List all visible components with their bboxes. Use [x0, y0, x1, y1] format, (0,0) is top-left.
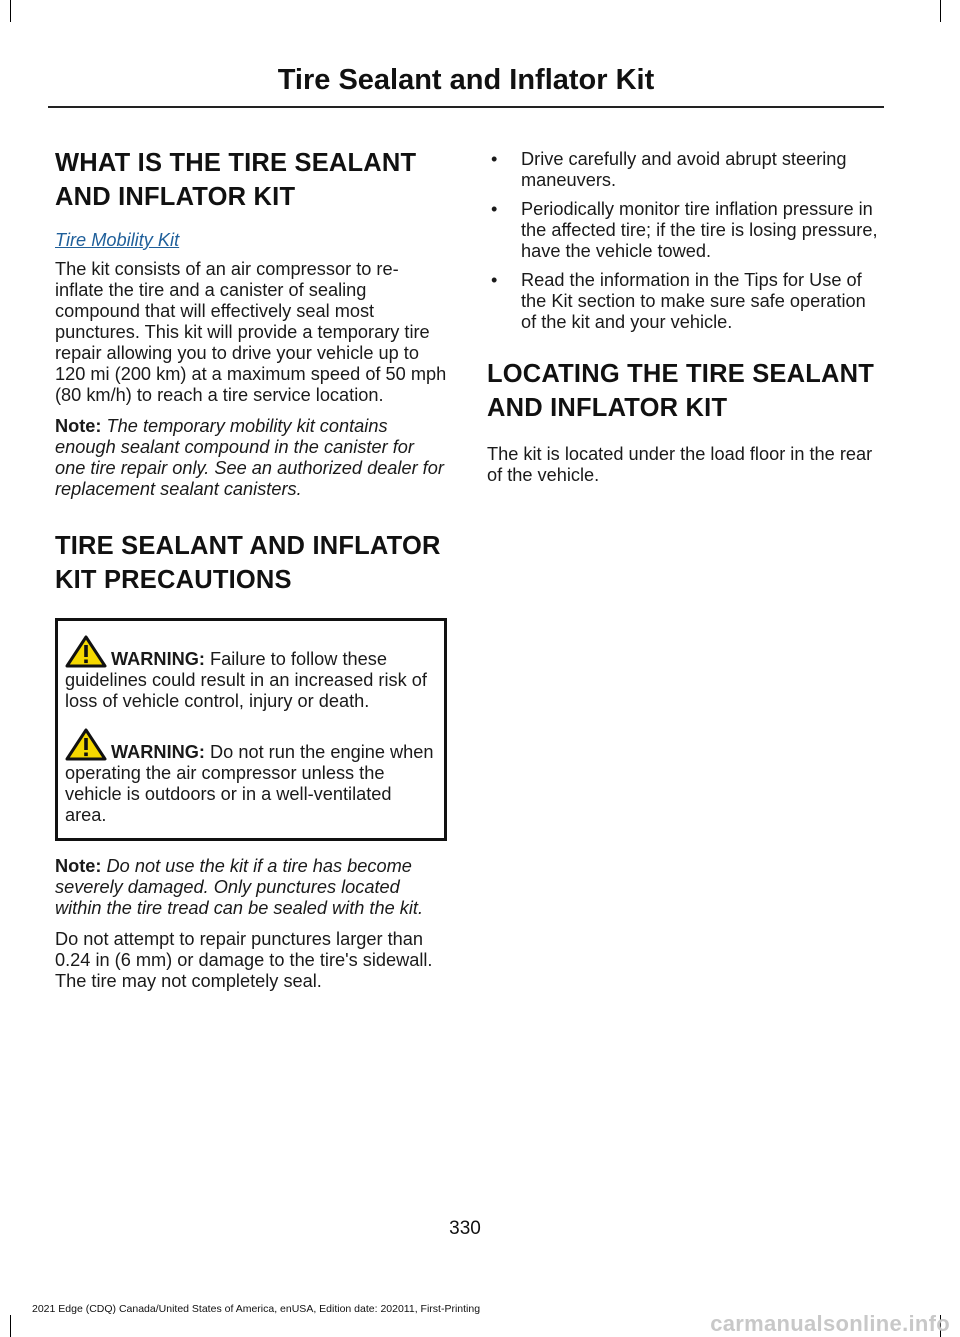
section-heading: [55, 146, 447, 214]
section-heading-line: WHAT IS THE TIRE SEALANT: [55, 149, 417, 177]
section-heading-line: LOCATING THE TIRE SEALANT: [487, 360, 875, 388]
right-column: [487, 149, 882, 486]
bullet-icon: •: [491, 199, 498, 219]
note-paragraph: [55, 856, 447, 919]
bullet-icon: •: [491, 270, 498, 290]
puncture-limit-paragraph: Do not attempt to repair punctures larger than 0.24 in (6 mm) or damage to the tire's sidewall. The tire may not completely seal.: [55, 929, 433, 991]
section-heading: [55, 529, 447, 597]
section-heading-line: AND INFLATOR KIT: [55, 183, 296, 211]
note-label: Note:: [55, 416, 102, 436]
crop-mark: [940, 0, 941, 22]
watermark: carmanualsonline.info: [710, 1311, 950, 1336]
note-text: The temporary mobility kit contains enough sealant compound in the canister for one tire repair only. See an authorized dealer for replacement sealant canisters.: [55, 416, 444, 499]
crop-mark: [10, 1315, 11, 1337]
warning-item: [65, 635, 437, 712]
kit-location-paragraph: The kit is located under the load floor in the rear of the vehicle.: [487, 444, 873, 485]
crop-mark: [10, 0, 11, 22]
list-item: [487, 199, 882, 262]
section-heading: [487, 357, 882, 425]
section-heading-line: AND INFLATOR KIT: [487, 394, 728, 422]
warning-item: [65, 728, 437, 826]
section-heading-line: TIRE SEALANT AND INFLATOR: [55, 532, 441, 560]
warning-triangle-icon: [65, 635, 107, 669]
left-column: [55, 140, 447, 992]
warning-label: WARNING:: [111, 649, 205, 669]
section-heading-line: KIT PRECAUTIONS: [55, 566, 292, 594]
warning-text: Do not run the engine when operating the air compressor unless the vehicle is outdoors or in a well-ventilated area.: [65, 742, 434, 825]
warning-label: WARNING:: [111, 742, 205, 762]
warning-text: Failure to follow these guidelines could result in an increased risk of loss of vehicle control, injury or death.: [65, 649, 427, 711]
bullet-icon: •: [491, 149, 498, 169]
warning-box: [55, 618, 447, 841]
footer-edition-info: 2021 Edge (CDQ) Canada/United States of America, enUSA, Edition date: 202011, First-Printing: [32, 1303, 481, 1315]
tire-mobility-kit-link[interactable]: Tire Mobility Kit: [55, 230, 180, 250]
page-header-title: Tire Sealant and Inflator Kit: [277, 64, 655, 96]
note-paragraph: [55, 416, 447, 500]
page-number: 330: [449, 1218, 481, 1239]
warning-triangle-icon: [65, 728, 107, 762]
list-item-text: Periodically monitor tire inflation pressure in the affected tire; if the tire is losing pressure, have the vehicle towed.: [521, 199, 878, 261]
list-item-text: Read the information in the Tips for Use of the Kit section to make sure safe operation of the kit and your vehicle.: [521, 270, 866, 332]
precautions-list: [487, 149, 882, 333]
list-item-text: Drive carefully and avoid abrupt steering maneuvers.: [521, 149, 847, 190]
kit-description-paragraph: The kit consists of an air compressor to re-inflate the tire and a canister of sealing compound that will effectively seal most punctures. This kit will provide a temporary tire repair allowing you to drive your vehicle up to 120 mi (200 km) at a maximum speed of 50 mph (80 km/h) to reach a tire service location.: [55, 259, 447, 405]
note-text: Do not use the kit if a tire has become severely damaged. Only punctures located within the tire tread can be sealed with the kit.: [55, 856, 423, 918]
header-divider: [48, 106, 884, 108]
note-label: Note:: [55, 856, 102, 876]
list-item: [487, 149, 882, 191]
list-item: [487, 270, 882, 333]
